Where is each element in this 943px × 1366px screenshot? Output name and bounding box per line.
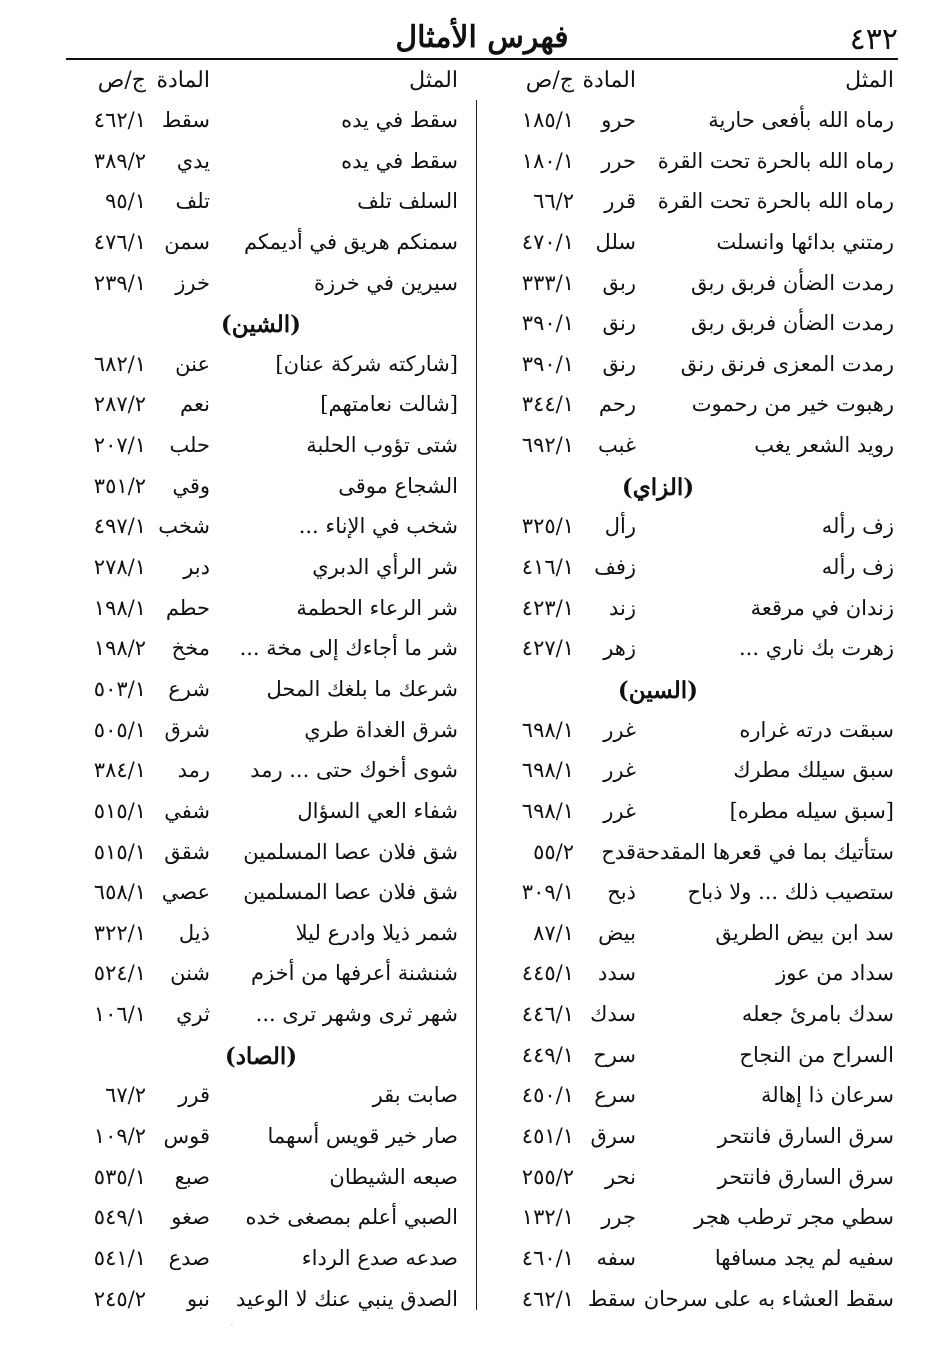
entry-reference: ٥٤٩/١ [93,1205,146,1230]
entry-reference: ٥١٥/١ [93,839,146,864]
entry-proverb: سفيه لم يجد مسافها [714,1245,894,1270]
header-rule [66,58,898,60]
index-entry [64,915,468,956]
index-entry [482,874,894,915]
entry-proverb: سدك بامرئ جعله [741,1002,894,1027]
entry-proverb: سرق السارق فانتحر [717,1124,894,1149]
scan-mark: · [230,1318,234,1332]
index-entry [64,793,468,834]
index-entry [482,1118,894,1159]
entry-root: حرر [601,148,636,173]
entry-proverb: سمنكم هريق في أديمكم [244,229,458,254]
entry-reference: ٦٩٨/١ [521,758,574,783]
entry-proverb: شخب في الإناء ... [298,514,458,539]
column-header-row [64,62,468,102]
entry-root: غبب [598,433,636,458]
entry-proverb: شهر ثرى وشهر ترى ... [255,1002,458,1027]
index-entry [482,996,894,1037]
entry-reference: ١٩٨/١ [93,595,146,620]
index-entry [482,549,894,590]
index-entry [482,183,894,224]
entry-root: دبر [183,555,210,580]
entry-root: زفف [594,555,636,580]
index-entry [482,386,894,427]
entry-proverb: سبقت درته غراره [739,717,894,742]
entry-proverb: سقط في يده [341,148,458,173]
entry-reference: ٩٥/١ [105,189,146,214]
index-entry [64,508,468,549]
index-entry [482,630,894,671]
entry-reference: ٤٩٧/١ [93,514,146,539]
entry-root: شفي [164,798,210,823]
index-entry [64,265,468,306]
index-entry [482,1159,894,1200]
entry-reference: ٣٩٠/١ [521,311,574,336]
entry-root: ذبح [607,880,636,905]
index-entry [482,1281,894,1322]
index-entry [482,1199,894,1240]
index-entry [64,102,468,143]
index-entry [482,427,894,468]
index-entry [64,549,468,590]
index-entry [64,590,468,631]
entry-proverb: رمتني بدائها وانسلت [716,229,894,254]
entry-root: وقي [172,473,210,498]
entry-reference: ٦٦/٢ [533,189,574,214]
entry-proverb: سيرين في خرزة [314,270,458,295]
entry-proverb: زندان في مرقعة [750,595,894,620]
entry-reference: ٥٢٤/١ [93,961,146,986]
entry-proverb: رمدت المعزى فرنق رنق [680,351,894,376]
entry-reference: ٥٤١/١ [93,1245,146,1270]
entry-root: سقط [587,1286,636,1311]
entry-root: غرر [603,758,636,783]
index-entry [482,508,894,549]
entry-root: ربق [602,270,636,295]
entry-reference: ٦٩٢/١ [521,433,574,458]
entry-proverb: شفاء العي السؤال [297,798,458,823]
index-entry [64,386,468,427]
entry-proverb: شق فلان عصا المسلمين [243,839,458,864]
entry-root: قوس [163,1124,210,1149]
entry-reference: ٤٤٥/١ [521,961,574,986]
entry-proverb: [شاركته شركة عنان] [275,351,458,376]
entry-reference: ٤٧٦/١ [93,229,146,254]
entry-proverb: سبق سيلك مطرك [733,758,894,783]
header-root: المادة [582,68,636,93]
entry-root: حلب [169,433,210,458]
entry-root: رمد [177,758,210,783]
entry-reference: ٤١٦/١ [521,555,574,580]
entry-reference: ٦٨٢/١ [93,351,146,376]
section-label: (الزاي) [621,473,695,501]
entry-proverb: سد ابن بيض الطريق [715,920,894,945]
index-entry [64,712,468,753]
header-root: المادة [156,68,210,93]
entry-root: بيض [598,920,636,945]
entry-proverb: صبعه الشيطان [329,1164,458,1189]
entry-proverb: زف رأله [821,555,894,580]
entry-proverb: رمدت الضأن فربق ربق [691,311,894,336]
entry-root: سقط [161,108,210,132]
entry-reference: ٣٢٢/١ [93,920,146,945]
section-heading [64,1037,468,1078]
entry-root: حرو [601,108,636,132]
entry-reference: ٥٥/٢ [533,839,574,864]
entry-proverb: شمر ذيلا وادرع ليلا [295,920,458,945]
entry-reference: ٥٣٥/١ [93,1164,146,1189]
entry-root: نحر [605,1164,636,1189]
entry-root: غرر [603,717,636,742]
index-entry [482,793,894,834]
entry-root: ذيل [178,920,210,945]
entry-reference: ٦٩٨/١ [521,717,574,742]
entry-root: رنق [602,311,636,336]
entry-root: شقق [164,839,210,864]
entry-reference: ١٨٠/١ [521,148,574,173]
entry-root: زند [608,595,636,620]
entry-root: صبع [174,1164,210,1189]
index-entry [482,834,894,875]
entry-proverb: رمدت الضأن فربق ربق [691,270,894,295]
entry-proverb: زف رأله [821,514,894,539]
entry-proverb: زهرت بك ناري ... [739,636,894,661]
entry-root: سدك [590,1002,636,1027]
index-entry [64,1240,468,1281]
page-number: ٤٣٢ [849,22,898,57]
entry-reference: ١٣٢/١ [521,1205,574,1230]
entry-proverb: رهبوت خير من رحموت [691,392,894,417]
entry-reference: ١٨٥/١ [521,108,574,132]
entry-root: عنن [175,351,210,376]
entry-proverb: شر الرعاء الحطمة [296,595,458,620]
entry-reference: ٣٤٤/١ [521,392,574,417]
entry-root: سدد [598,961,636,986]
entry-reference: ٢٥٥/٢ [521,1164,574,1189]
index-entry [64,1281,468,1322]
index-entry [482,224,894,265]
entry-proverb: شتى تؤوب الحلبة [306,433,458,458]
column-divider [476,100,477,1310]
entry-reference: ٣٥١/٢ [93,473,146,498]
entry-root: زهر [603,636,636,661]
index-entry [64,224,468,265]
index-entry [64,874,468,915]
index-entry [64,1199,468,1240]
entry-proverb: صابت بقر [372,1083,458,1108]
entry-reference: ٥٠٥/١ [93,717,146,742]
index-entry [64,143,468,184]
entry-root: جرر [601,1205,636,1230]
entry-root: قدح [601,839,636,864]
index-entry [64,1077,468,1118]
entry-root: سفه [596,1245,636,1270]
entry-proverb: شوى أخوك حتى ... رمد [250,758,458,783]
entry-proverb: رماه الله بالحرة تحت القرة [657,148,894,173]
entry-reference: ٤٢٧/١ [521,636,574,661]
entry-root: قرر [604,189,636,214]
entry-proverb: شرق الغداة طري [304,717,458,742]
index-entry [64,996,468,1037]
entry-reference: ٣٩٠/١ [521,351,574,376]
index-entry [64,183,468,224]
header-ref: ج/ص [525,68,574,93]
index-entry [482,346,894,387]
section-label: (الصاد) [224,1042,298,1070]
right-column [482,62,894,1321]
left-column [64,62,468,1321]
index-entry [64,346,468,387]
entry-root: خرز [175,270,210,295]
entry-root: صغو [171,1205,210,1230]
entry-root: حطم [165,595,210,620]
section-label: (الشين) [220,311,302,339]
entry-reference: ٢٧٨/١ [93,555,146,580]
section-heading [482,468,894,509]
entry-reference: ١٠٦/١ [93,1002,146,1027]
entry-root: سمن [164,229,210,254]
entry-proverb: رويد الشعر يغب [754,433,894,458]
entry-reference: ٥١٥/١ [93,798,146,823]
entry-proverb: صدعه صدع الرداء [301,1245,458,1270]
entry-proverb: سطي مجر ترطب هجر [694,1205,894,1230]
entry-proverb: شنشنة أعرفها من أخزم [251,961,458,986]
entry-root: رنق [602,351,636,376]
index-entry [64,834,468,875]
entry-proverb: صار خير قويس أسهما [267,1124,458,1149]
index-entry [482,305,894,346]
entry-root: شخب [158,514,210,539]
entry-reference: ٤٧٠/١ [521,229,574,254]
index-entry [482,712,894,753]
entry-proverb: رماه الله بأفعى حارية [708,108,894,132]
entry-reference: ٨٧/١ [533,920,574,945]
entry-root: رحم [598,392,636,417]
entry-root: عصي [161,880,210,905]
entry-proverb: ستصيب ذلك ... ولا ذباح [687,880,894,905]
index-entry [482,915,894,956]
entry-reference: ٢٣٩/١ [93,270,146,295]
index-entry [482,102,894,143]
entry-reference: ٦٩٨/١ [521,798,574,823]
entry-proverb: [سبق سيله مطره] [729,798,894,823]
entry-proverb: الشجاع موقى [338,473,458,498]
entry-proverb: سداد من عوز [776,961,894,986]
entry-proverb: ستأتيك بما في قعرها المقدحة [635,839,894,864]
section-heading [482,671,894,712]
entry-reference: ٤٢٣/١ [521,595,574,620]
entry-proverb: سقط العشاء به على سرحان [643,1286,894,1311]
entry-reference: ٥٠٣/١ [93,676,146,701]
entry-root: صدع [168,1245,210,1270]
entry-root: سلل [595,229,636,254]
entry-reference: ٤٥٠/١ [521,1083,574,1108]
entry-proverb: الصبي أعلم بمصغى خده [245,1205,458,1230]
page-header [66,18,898,58]
entry-proverb: سرعان ذا إهالة [760,1083,894,1108]
index-entry [64,671,468,712]
entry-root: رأل [604,514,636,539]
entry-proverb: شق فلان عصا المسلمين [243,880,458,905]
entry-root: تلف [175,189,210,214]
entry-reference: ٤٤٩/١ [521,1042,574,1067]
index-entry [64,1159,468,1200]
index-entry [482,955,894,996]
entry-reference: ٣٣٣/١ [521,270,574,295]
entry-root: شنن [170,961,210,986]
index-entry [482,1037,894,1078]
entry-reference: ٢٨٧/٢ [93,392,146,417]
index-entry [482,590,894,631]
entry-proverb: السراح من النجاح [739,1042,894,1067]
entry-reference: ٣٠٩/١ [521,880,574,905]
index-entry [64,955,468,996]
entry-reference: ٦٧/٢ [105,1083,146,1108]
page-title: فهرس الأمثال [395,20,569,55]
entry-root: سرق [590,1124,636,1149]
entry-reference: ٣٢٥/١ [521,514,574,539]
entry-root: ثري [176,1002,210,1027]
entry-reference: ١٩٨/٢ [93,636,146,661]
entry-reference: ٦٥٨/١ [93,880,146,905]
column-header-row [482,62,894,102]
entry-proverb: السلف تلف [357,189,458,214]
entry-root: قرر [178,1083,210,1108]
entry-reference: ٤٦٢/١ [93,108,146,132]
index-entry [482,1077,894,1118]
index-entry [482,1240,894,1281]
index-entry [64,468,468,509]
entry-root: مخخ [171,636,210,661]
entry-proverb: سقط في يده [341,108,458,132]
entry-proverb: [شالت نعامتهم] [320,392,458,417]
entry-root: سرح [593,1042,636,1067]
index-entry [482,143,894,184]
index-entry [64,427,468,468]
entry-root: شرق [164,717,210,742]
index-entry [482,265,894,306]
entry-reference: ٢٤٥/٢ [93,1286,146,1311]
section-label: (السين) [617,676,699,704]
entry-proverb: سرق السارق فانتحر [717,1164,894,1189]
entry-reference: ٣٨٤/١ [93,758,146,783]
entry-proverb: شر الرأي الدبري [312,555,458,580]
entry-reference: ٢٠٧/١ [93,433,146,458]
entry-proverb: شر ما أجاءك إلى مخة ... [239,636,458,661]
entry-root: غرر [603,798,636,823]
entry-reference: ٤٥١/١ [521,1124,574,1149]
entry-root: نبو [186,1286,210,1311]
entry-reference: ٣٨٩/٢ [93,148,146,173]
entry-reference: ٤٦٠/١ [521,1245,574,1270]
header-proverb: المثل [409,68,458,93]
entry-root: يدي [176,148,210,173]
entry-reference: ٤٦٢/١ [521,1286,574,1311]
entry-proverb: رماه الله بالحرة تحت القرة [657,189,894,214]
section-heading [64,305,468,346]
index-entry [64,630,468,671]
entry-proverb: الصدق ينبي عنك لا الوعيد [236,1286,458,1311]
index-entry [64,752,468,793]
entry-root: شرع [168,676,210,701]
header-proverb: المثل [845,68,894,93]
header-ref: ج/ص [97,68,146,93]
entry-proverb: شرعك ما بلغك المحل [266,676,458,701]
entry-root: نعم [180,392,210,417]
index-entry [482,752,894,793]
entry-reference: ٤٤٦/١ [521,1002,574,1027]
index-entry [64,1118,468,1159]
entry-root: سرع [594,1083,636,1108]
entry-reference: ١٠٩/٢ [93,1124,146,1149]
